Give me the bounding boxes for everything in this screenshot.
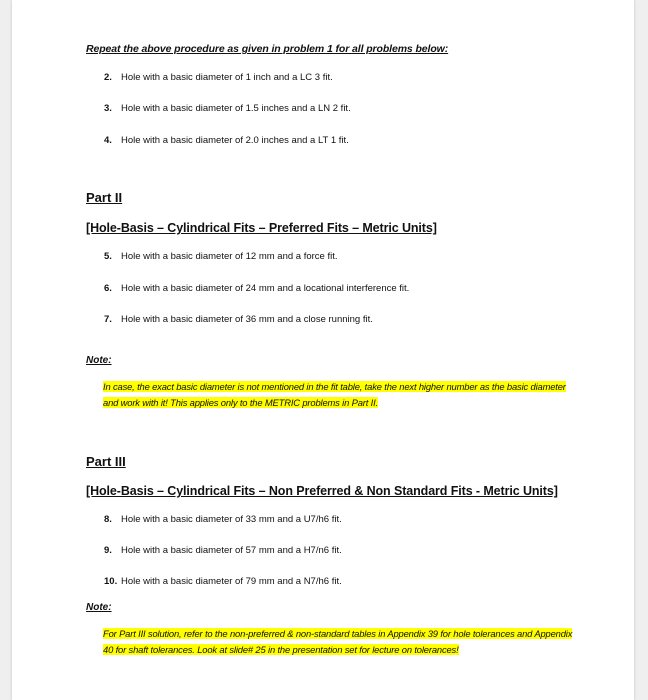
intro-instruction: Repeat the above procedure as given in problem 1 for all problems below: bbox=[86, 43, 449, 55]
problem-number: 2. bbox=[104, 72, 112, 83]
problem-number: 9. bbox=[104, 545, 112, 556]
problem-item-4 bbox=[104, 135, 349, 146]
problem-number: 10. bbox=[104, 576, 118, 587]
problem-text: Hole with a basic diameter of 57 mm and a H7/n6 fit. bbox=[121, 545, 342, 556]
problem-text: Hole with a basic diameter of 2.0 inches and a LT 1 fit. bbox=[121, 135, 349, 146]
problem-text: Hole with a basic diameter of 79 mm and a N7/h6 fit. bbox=[121, 576, 342, 587]
part-iii-label: Part III bbox=[86, 454, 126, 469]
problem-text: Hole with a basic diameter of 36 mm and a close running fit. bbox=[121, 314, 373, 325]
problem-item-7 bbox=[104, 314, 373, 325]
problem-number: 4. bbox=[104, 135, 112, 146]
problem-text: Hole with a basic diameter of 1 inch and a LC 3 fit. bbox=[121, 72, 333, 83]
part-iii-heading: [Hole-Basis – Cylindrical Fits – Non Preferred & Non Standard Fits - Metric Units] bbox=[86, 484, 558, 498]
part-ii-note-label: Note: bbox=[86, 355, 112, 366]
problem-item-8 bbox=[104, 514, 342, 525]
part-ii-heading: [Hole-Basis – Cylindrical Fits – Preferred Fits – Metric Units] bbox=[86, 221, 437, 235]
problem-text: Hole with a basic diameter of 33 mm and a U7/h6 fit. bbox=[121, 514, 342, 525]
problem-text: Hole with a basic diameter of 24 mm and a locational interference fit. bbox=[121, 283, 410, 294]
part-ii-label: Part II bbox=[86, 190, 123, 205]
part-iii-note-text: For Part III solution, refer to the non-preferred & non-standard tables in Appendix 39 for hole tolerances and Appendix 40 for shaft tolerances. Look at slide# 25 in the presentation set for lecture on tolerances! bbox=[103, 628, 573, 655]
problem-item-10 bbox=[104, 576, 342, 587]
problem-item-9 bbox=[104, 545, 342, 556]
problem-text: Hole with a basic diameter of 1.5 inches and a LN 2 fit. bbox=[121, 103, 351, 114]
problem-number: 3. bbox=[104, 103, 112, 114]
problem-number: 8. bbox=[104, 514, 112, 525]
part-ii-note-text: In case, the exact basic diameter is not mentioned in the fit table, take the next higher number as the basic diameter and work with it! This applies only to the METRIC problems in Part II. bbox=[103, 381, 566, 408]
part-iii-note-label: Note: bbox=[86, 602, 112, 613]
problem-item-5 bbox=[104, 251, 338, 262]
problem-text: Hole with a basic diameter of 12 mm and a force fit. bbox=[121, 251, 338, 262]
problem-number: 6. bbox=[104, 283, 112, 294]
problem-item-3 bbox=[104, 103, 351, 114]
problem-number: 5. bbox=[104, 251, 112, 262]
part-ii-note bbox=[103, 379, 573, 410]
document-page bbox=[12, 0, 634, 700]
problem-number: 7. bbox=[104, 314, 112, 325]
problem-item-2 bbox=[104, 72, 333, 83]
problem-item-6 bbox=[104, 283, 409, 294]
part-iii-note bbox=[103, 626, 573, 657]
